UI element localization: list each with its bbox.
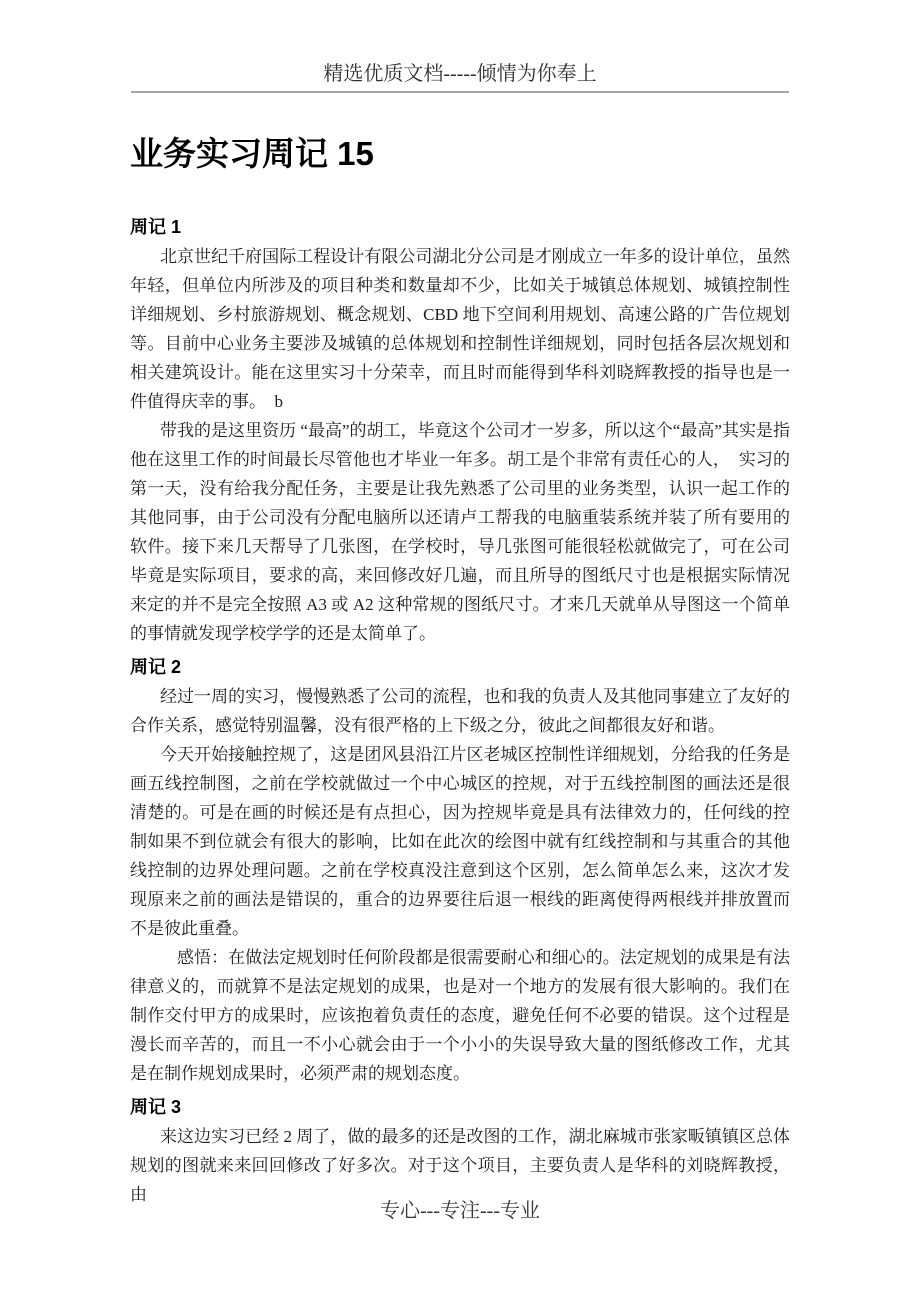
entry-1-paragraph: 北京世纪千府国际工程设计有限公司湖北分公司是才刚成立一年多的设计单位，虽然年轻，但单位内所涉及的项目种类和数量却不少，比如关于城镇总体规划、城镇控制性详细规划、乡村旅游规划、概念规划、CBD 地下空间利用规划、高速公路的广告位规划等。目前中心业务主要涉及城镇的总体规划和控制性详细规划，同时包括各层次规划和相关建筑设计。能在这里实习十分荣幸，而且时而能得到华科刘晓辉教授的指导也是一件值得庆幸的事。 b [130, 247, 790, 411]
entry-2-paragraph: 今天开始接触控规了，这是团风县沿江片区老城区控制性详细规划，分给我的任务是画五线控制图，之前在学校就做过一个中心城区的控规，对于五线控制图的画法还是很清楚的。可是在画的时候还是有点担心，因为控规毕竟是具有法律效力的，任何线的控制如果不到位就会有很大的影响，比如在此次的绘图中就有红线控制和与其重合的其他线控制的边界处理问题。之前在学校真没注意到这个区别，怎么简单怎么来，这次才发现原来之前的画法是错误的，重合的边界要往后退一根线的距离使得两根线并排放置而不是彼此重叠。 [130, 745, 790, 938]
page-footer [0, 1197, 920, 1226]
weekly-entry-1 [130, 213, 790, 648]
entry-2-paragraph: 感悟：在做法定规划时任何阶段都是很需要耐心和细心的。法定规划的成果是有法律意义的，而就算不是法定规划的成果，也是对一个地方的发展有很大影响的。我们在制作交付甲方的成果时，应该抱着负责任的态度，避免任何不必要的错误。这个过程是漫长而辛苦的，而且一不小心就会由于一个小小的失误导致大量的图纸修改工作，尤其是在制作规划成果时，必须严肃的规划态度。 [130, 948, 790, 1083]
entry-3-heading: 周记 3 [130, 1097, 182, 1117]
document-body [130, 213, 790, 1209]
page-header [131, 0, 789, 93]
entry-1-paragraph: 带我的是这里资历 “最高”的胡工，毕竟这个公司才一岁多，所以这个“最高”其实是指他在这里工作的时间最长尽管他也才毕业一年多。胡工是个非常有责任心的人， 实习的第一天，没有给我分配任务，主要是让我先熟悉了公司里的业务类型，认识一起工作的其他同事，由于公司没有分配电脑所以还请卢工帮我的电脑重装系统并装了所有要用的软件。接下来几天帮导了几张图，在学校时，导几张图可能很轻松就做完了，可在公司毕竟是实际项目，要求的高，来回修改好几遍，而且所导的图纸尺寸也是根据实际情况来定的并不是完全按照 A3 或 A2 这种常规的图纸尺寸。才来几天就单从导图这一个简单的事情就发现学校学学的还是太简单了。 [130, 421, 790, 643]
entry-2-paragraph: 经过一周的实习，慢慢熟悉了公司的流程，也和我的负责人及其他同事建立了友好的合作关系，感觉特别温馨，没有很严格的上下级之分，彼此之间都很友好和谐。 [130, 687, 790, 735]
weekly-entry-2 [130, 653, 790, 1088]
page-title: 业务实习周记 15 [130, 135, 374, 172]
header-text: 精选优质文档-----倾情为你奉上 [131, 60, 789, 93]
entry-1-heading: 周记 1 [130, 217, 182, 237]
footer-text: 专心---专注---专业 [380, 1200, 540, 1222]
entry-3-paragraph: 来这边实习已经 2 周了，做的最多的还是改图的工作，湖北麻城市张家畈镇镇区总体规划的图就来来回回修改了好多次。对于这个项目，主要负责人是华科的刘晓辉教授，由 [130, 1127, 790, 1204]
entry-2-heading: 周记 2 [130, 657, 182, 677]
weekly-entry-3 [130, 1093, 790, 1209]
